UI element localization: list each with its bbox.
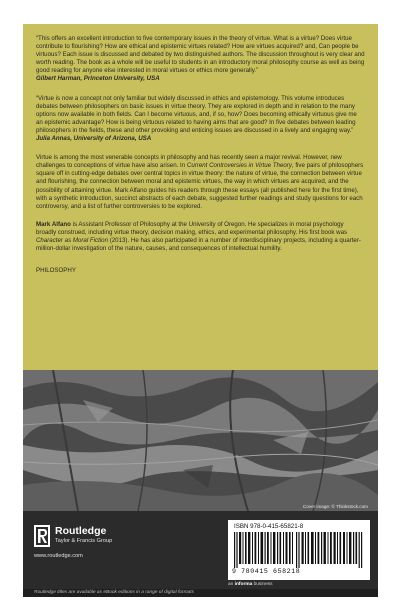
ebook-strip: [23, 589, 378, 597]
routledge-logo-icon: [34, 525, 50, 547]
barcode-box: [228, 520, 370, 580]
cover-image-credit: Cover image: © Thinkstock.com: [302, 504, 368, 509]
description-text-1: Virtue is among the most venerable concepts in philosophy and has recently seen a major revival. However, new challenges to conceptions of virtue have also arisen. In: [36, 154, 342, 170]
author-bio-text-1: is Assistant Professor of Philosophy at the University of Oregon. He specializes in moral psychology broadly construed, including virtue theory, decision making, ethics, and experimental philosophy. His first book was: [36, 220, 348, 236]
informa-business-tag: [228, 582, 273, 587]
review-attribution-2: Julia Annas, University of Arizona, USA: [36, 135, 152, 143]
review-quote-2: “Virtue is now a concept not only familiar but widely discussed in ethics and epistemology. This volume introduces debates between philosophers on basic issues in virtue theory. They are explored in depth and in relation to the many options now available in both fields. Can I become virtuous, and, if so, how? Does becoming ethically virtuous give me an epistemic advantage? How is being virtuous related to having aims that are good? In five debates between leading philosophers in the fields, these and other provoking and enticing issues are discussed in a lively and engaging way.”: [36, 94, 357, 134]
informa-brand: informa: [234, 582, 253, 587]
cover-footer: [23, 511, 378, 597]
publisher-name: Routledge: [55, 525, 107, 537]
informa-prefix: an: [228, 582, 235, 587]
review-attribution-1: Gilbert Harman, Princeton University, USA: [36, 75, 160, 83]
publisher-subtitle: Taylor & Francis Group: [55, 538, 113, 544]
author-bio-text-2: (2013). He has also participated in a number of interdisciplinary projects, including a quarter-million-dollar investigation of the nature, causes, and consequences of intellectual humility.: [36, 236, 361, 253]
barcode-graphic: [234, 532, 364, 568]
informa-suffix: business: [252, 582, 273, 587]
review-quote-1: “This offers an excellent introduction to five contemporary issues in the theory of virtue. What is a virtue? Does virtue contribute to flourishing? How are ethical and epistemic virtues related? How are virtues acquired? and, Can people be virtuous? Each issue is discussed and debated by two distinguished authors. The discussion throughout is very clear and worth reading. The book as a whole will be useful to students in an introductory moral philosophy course as well as being good reading for anyone else interested in moral virtues or ethics more generally.”: [36, 35, 365, 75]
rock-texture-image: [23, 370, 378, 511]
publisher-url: www.routledge.com: [34, 553, 83, 559]
book-description: [36, 154, 365, 211]
description-text-2: , five pairs of philosophers square off in cutting-edge debates over central topics in virtue theory: the nature of virtue, the connection between virtue and flourishing, the connection between moral and epistemic virtues, the way in which virtues are acquired, and the possibility of attaining virtue. Mark Alfano guides his readers through these essays (all published here for the first time), with a synthetic introduction, succinct abstracts of each debate, suggested further readings and study questions for each controversy, and a list of further controversies to be explored.: [36, 162, 364, 210]
isbn-label: ISBN 978-0-415-65821-8: [234, 523, 304, 530]
ebook-note: Routledge titles are available as eBook editions in a range of digital formats: [34, 590, 194, 595]
author-bio: [36, 221, 365, 253]
cover-photo: [23, 370, 378, 511]
author-name: Mark Alfano: [36, 220, 71, 228]
barcode-number: 9 780415 658218: [232, 568, 301, 575]
author-first-book-title: Character as Moral Fiction: [36, 236, 109, 244]
description-book-title: Current Controversies in Virtue Theory: [186, 162, 292, 170]
blurb-panel: [23, 24, 378, 370]
subject-category: PHILOSOPHY: [36, 267, 76, 275]
